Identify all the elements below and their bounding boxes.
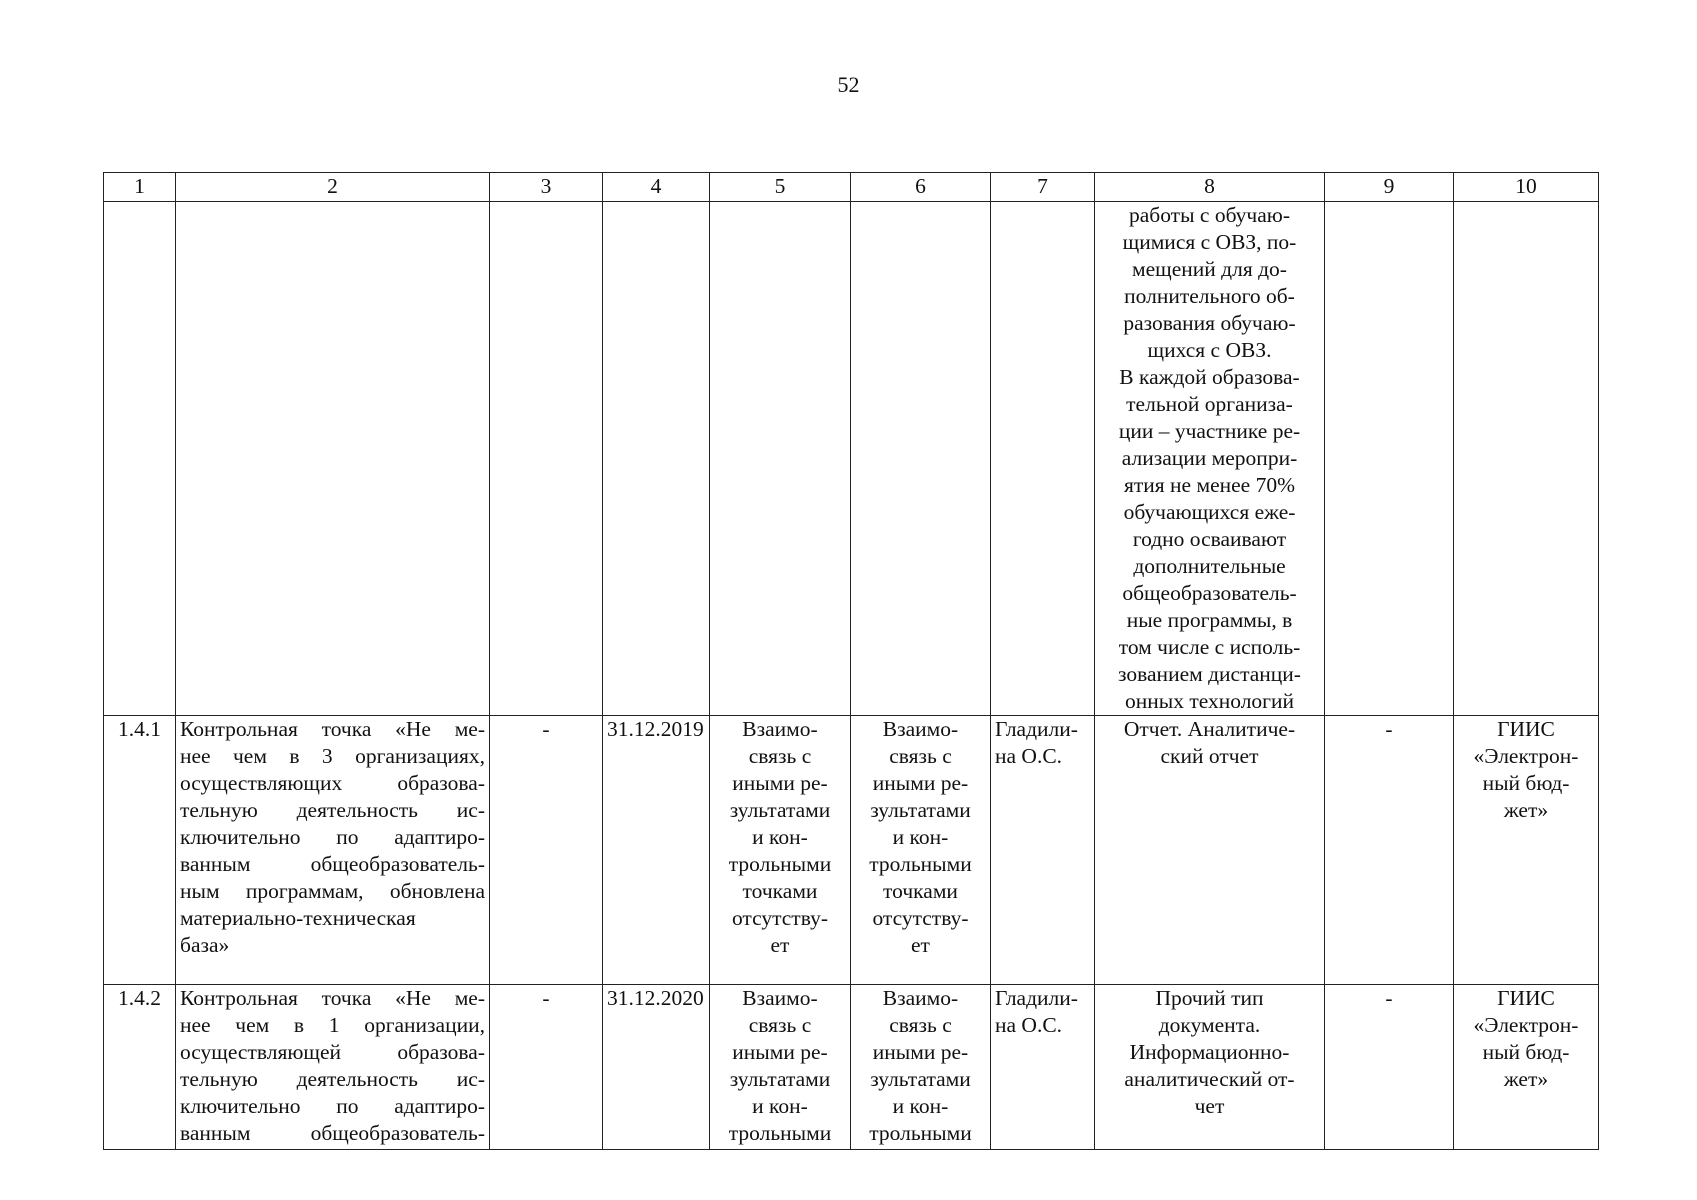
cell-relation: Взаимо- связь с иными ре- зультатами и кон- трольными точками отсутству- ет bbox=[851, 716, 991, 985]
cell-empty bbox=[991, 202, 1095, 716]
cell-checkpoint-name bbox=[176, 985, 490, 1150]
cell-checkpoint-name bbox=[176, 716, 490, 985]
cell-empty bbox=[104, 202, 176, 716]
cell-info-system: ГИИС «Электрон- ный бюд- жет» bbox=[1454, 716, 1599, 985]
cell-row-number: 1.4.1 bbox=[104, 716, 176, 985]
text-line: ключительно по адаптиро- bbox=[180, 825, 485, 849]
text-line: Контрольная точка «Не ме- bbox=[180, 986, 485, 1010]
text-line: осуществляющих образова- bbox=[180, 771, 485, 795]
cell-date: 31.12.2020 bbox=[603, 985, 710, 1150]
header-col-6: 6 bbox=[851, 173, 991, 202]
text-line: тельную деятельность ис- bbox=[180, 1067, 485, 1091]
cell-responsible: Гладили- на О.С. bbox=[991, 985, 1095, 1150]
cell-col3: - bbox=[490, 716, 603, 985]
cell-document-type: Прочий тип документа. Информационно- аналитический от- чет bbox=[1095, 985, 1325, 1150]
text-line: тельную деятельность ис- bbox=[180, 798, 485, 822]
header-col-3: 3 bbox=[490, 173, 603, 202]
cell-relation: Взаимо- связь с иными ре- зультатами и кон- трольными bbox=[851, 985, 991, 1150]
page-number: 52 bbox=[837, 72, 860, 97]
cell-col3: - bbox=[490, 985, 603, 1150]
table-row bbox=[104, 716, 1599, 985]
text-line: осуществляющей образова- bbox=[180, 1040, 485, 1064]
header-col-4: 4 bbox=[603, 173, 710, 202]
header-col-10: 10 bbox=[1454, 173, 1599, 202]
header-col-8: 8 bbox=[1095, 173, 1325, 202]
cell-result-description: работы с обучаю- щимися с ОВЗ, по- мещений для до- полнительного об- разования обучаю- щихся с ОВЗ. В каждой образова- тельной организа- ции – участнике ре- ализации меропри- ятия не менее 70% обучающихся еже- годно осваивают дополнительные общеобразователь- ные программы, в том числе с исполь- зованием дистанци- онных технологий bbox=[1095, 202, 1325, 716]
text-line: база» bbox=[180, 933, 230, 957]
cell-empty bbox=[851, 202, 991, 716]
text-line: ным программам, обновлена bbox=[180, 879, 485, 903]
cell-responsible: Гладили- на О.С. bbox=[991, 716, 1095, 985]
document-table bbox=[103, 172, 1599, 1150]
cell-date: 31.12.2019 bbox=[603, 716, 710, 985]
header-col-5: 5 bbox=[710, 173, 851, 202]
text-line: нее чем в 3 организациях, bbox=[180, 744, 485, 768]
text-line: ванным общеобразователь- bbox=[180, 1121, 485, 1145]
text-line: ключительно по адаптиро- bbox=[180, 1094, 485, 1118]
text-line: материально-техническая bbox=[180, 906, 416, 930]
table-row bbox=[104, 985, 1599, 1150]
cell-row-number: 1.4.2 bbox=[104, 985, 176, 1150]
cell-empty bbox=[490, 202, 603, 716]
text-line: нее чем в 1 организации, bbox=[180, 1013, 485, 1037]
header-col-2: 2 bbox=[176, 173, 490, 202]
cell-relation: Взаимо- связь с иными ре- зультатами и кон- трольными точками отсутству- ет bbox=[710, 716, 851, 985]
cell-empty bbox=[176, 202, 490, 716]
cell-relation: Взаимо- связь с иными ре- зультатами и кон- трольными bbox=[710, 985, 851, 1150]
table-header-row bbox=[104, 173, 1599, 202]
table-row-continuation bbox=[104, 202, 1599, 716]
cell-col9: - bbox=[1325, 985, 1454, 1150]
cell-empty bbox=[603, 202, 710, 716]
cell-info-system: ГИИС «Электрон- ный бюд- жет» bbox=[1454, 985, 1599, 1150]
cell-empty bbox=[1325, 202, 1454, 716]
header-col-7: 7 bbox=[991, 173, 1095, 202]
text-line: ванным общеобразователь- bbox=[180, 852, 485, 876]
header-col-9: 9 bbox=[1325, 173, 1454, 202]
cell-col9: - bbox=[1325, 716, 1454, 985]
cell-empty bbox=[1454, 202, 1599, 716]
cell-document-type: Отчет. Аналитиче- ский отчет bbox=[1095, 716, 1325, 985]
cell-empty bbox=[710, 202, 851, 716]
header-col-1: 1 bbox=[104, 173, 176, 202]
text-line: Контрольная точка «Не ме- bbox=[180, 717, 485, 741]
